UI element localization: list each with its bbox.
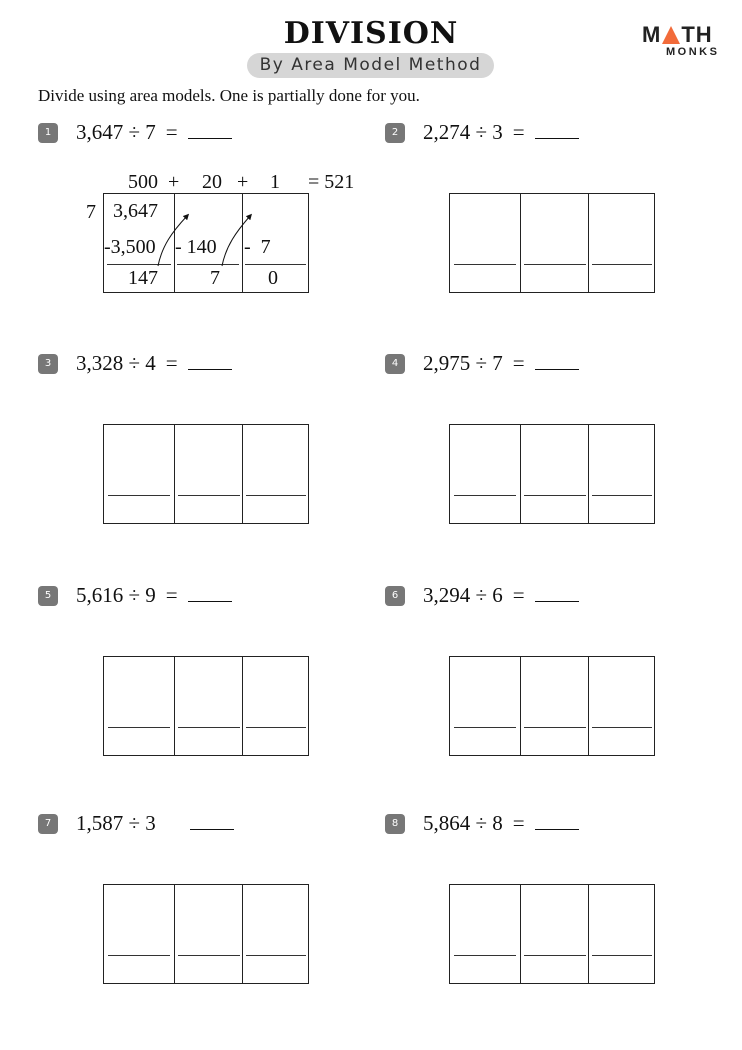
area-model-divider [242,425,243,523]
plus-sign: + [237,171,249,193]
remainder-3: 0 [268,267,278,289]
area-model-box[interactable] [103,884,309,984]
answer-blank[interactable] [535,352,579,370]
area-model-divider [588,194,589,292]
problem-expression: 3,328 ÷ 4 [76,351,156,375]
answer-line [246,495,306,496]
equals-sign: = [165,351,178,375]
equals-sign: = [512,351,525,375]
problem-8 [385,811,579,836]
logo-subtext: MONKS [666,46,720,58]
answer-line [178,495,240,496]
answer-blank[interactable] [535,121,579,139]
answer-line [178,955,240,956]
problem-4 [385,351,579,376]
answer-line [108,955,170,956]
answer-blank[interactable] [190,812,234,830]
logo-triangle-icon [662,26,680,44]
problem-5 [38,583,232,608]
page-title: DIVISION [283,16,459,51]
equals-sign: = [512,583,525,607]
area-model-divider [242,657,243,755]
area-model-box[interactable] [449,424,655,524]
equals-sign: = [512,120,525,144]
dividend: 3,647 [113,200,158,222]
problem-number-badge: 5 [38,586,58,606]
problem-expression: 5,616 ÷ 9 [76,583,156,607]
problem-3 [38,351,232,376]
area-model-divider [588,657,589,755]
answer-line [454,264,516,265]
page-subtitle: By Area Model Method [247,53,494,78]
plus-sign: + [168,171,180,193]
subtraction-3: - 7 [244,236,271,258]
equals-sign: = [165,120,178,144]
problem-number-badge: 7 [38,814,58,834]
problem-6 [385,583,579,608]
answer-line [524,264,586,265]
answer-line [454,495,516,496]
problem-expression: 2,274 ÷ 3 [423,120,503,144]
problem-expression: 3,647 ÷ 7 [76,120,156,144]
problem-number-badge: 8 [385,814,405,834]
answer-blank[interactable] [535,812,579,830]
answer-line [108,727,170,728]
answer-line [592,727,652,728]
answer-blank[interactable] [188,352,232,370]
instructions: Divide using area models. One is partially done for you. [38,86,420,105]
partial-quotient-1: 500 [128,171,158,193]
area-model-divider [174,425,175,523]
math-monks-logo [642,20,726,58]
answer-blank[interactable] [188,584,232,602]
problem-number-badge: 4 [385,354,405,374]
answer-line [178,727,240,728]
area-model-divider [520,425,521,523]
area-model-box[interactable] [449,193,655,293]
answer-line [592,264,652,265]
answer-blank[interactable] [188,121,232,139]
answer-line [108,495,170,496]
answer-line [524,495,586,496]
answer-line [454,727,516,728]
area-model-divider [588,425,589,523]
problem-1 [38,120,232,145]
area-model-box[interactable] [449,656,655,756]
remainder-2: 7 [210,267,220,289]
divisor: 7 [86,201,96,223]
problem-number-badge: 3 [38,354,58,374]
area-model-box[interactable] [103,656,309,756]
subtraction-1: -3,500 [104,236,156,258]
problem-number-badge: 2 [385,123,405,143]
equals-sign: = [165,583,178,607]
area-model-divider [174,885,175,983]
logo-text-right: TH [681,22,713,47]
answer-line [246,727,306,728]
problem-expression: 3,294 ÷ 6 [423,583,503,607]
area-model-divider [174,657,175,755]
problem-expression: 2,975 ÷ 7 [423,351,503,375]
answer-blank[interactable] [535,584,579,602]
problem-7 [38,811,234,836]
carry-arrows-icon [150,200,260,270]
quotient-result: = 521 [308,171,355,193]
answer-line [246,955,306,956]
logo-text-left: M [642,22,662,47]
answer-line [524,955,586,956]
area-model-divider [242,885,243,983]
problem-number-badge: 1 [38,123,58,143]
problem-expression: 5,864 ÷ 8 [423,811,503,835]
partial-quotient-2: 20 [202,171,222,193]
area-model-box[interactable] [103,424,309,524]
partial-quotient-3: 1 [270,171,280,193]
equals-sign: = [512,811,525,835]
answer-line [454,955,516,956]
problem-2 [385,120,579,145]
remainder-1: 147 [128,267,158,289]
area-model-divider [520,885,521,983]
answer-line [592,955,652,956]
area-model-divider [588,885,589,983]
subtraction-2: - 140 [175,236,217,258]
problem-number-badge: 6 [385,586,405,606]
area-model-box[interactable] [449,884,655,984]
area-model-divider [520,657,521,755]
answer-line [592,495,652,496]
area-model-divider [520,194,521,292]
problem-expression: 1,587 ÷ 3 [76,811,156,835]
answer-line [524,727,586,728]
